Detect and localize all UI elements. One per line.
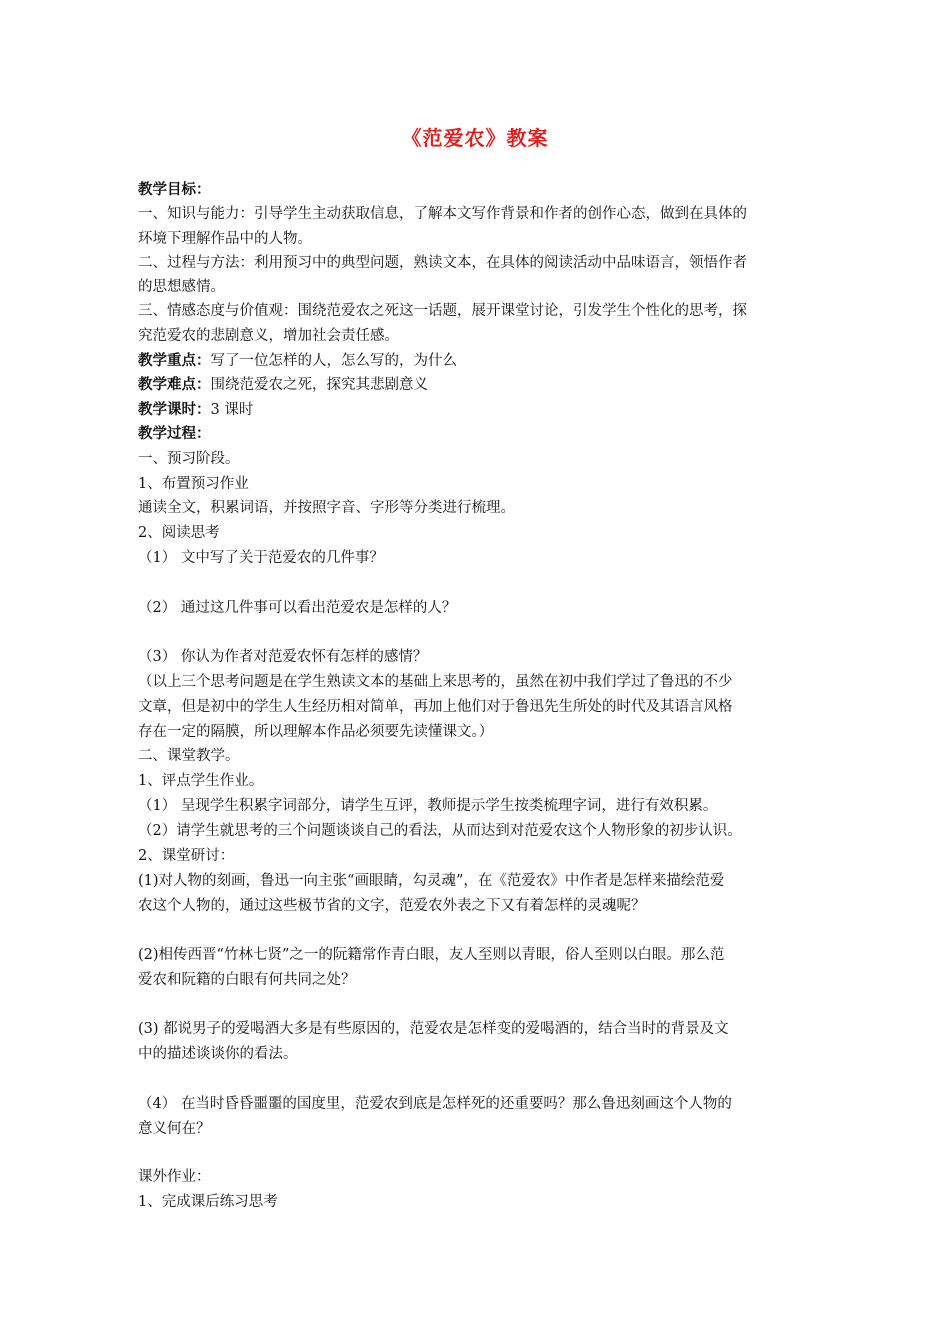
- key-point-label: 教学重点：: [138, 353, 211, 369]
- classroom-step-2: 2、课堂研讨：: [138, 848, 235, 864]
- research-2-line-1: (2)相传西晋“竹林七贤”之一的阮籍常作青白眼，友人至则以青眼，俗人至则以白眼。那么范: [138, 947, 725, 963]
- research-3-line-1: (3) 都说男子的爱喝酒大多是有些原因的，范爱农是怎样变的爱喝酒的，结合当时的背景及文: [138, 1021, 729, 1037]
- goal-1-line-2: 环境下理解作品中的人物。: [138, 231, 312, 247]
- question-2: （2） 通过这几件事可以看出范爱农是怎样的人？: [138, 600, 457, 616]
- research-1-line-1: (1)对人物的刻画，鲁迅一向主张“画眼睛，勾灵魂”，在《范爱农》中作者是怎样来描绘范爱: [138, 873, 725, 889]
- key-point: [138, 351, 828, 371]
- research-1-line-2: 农这个人物的，通过这些极节省的文字，范爱农外表之下又有着怎样的灵魂呢？: [138, 898, 646, 914]
- goal-2-line-1: 二、过程与方法：利用预习中的典型问题，熟读文本，在具体的阅读活动中品味语言，领悟作者: [138, 255, 747, 271]
- class-hours-text: 3 课时: [210, 402, 254, 418]
- goal-3-line-2: 究范爱农的悲剧意义，增加社会责任感。: [138, 328, 399, 344]
- goals-heading: 教学目标：: [138, 182, 211, 198]
- goal-3-line-1: 三、情感态度与价值观：围绕范爱农之死这一话题，展开课堂讨论，引发学生个性化的思考，探: [138, 303, 747, 319]
- section-classroom: 二、课堂教学。: [138, 748, 240, 764]
- research-3-line-2: 中的描述谈谈你的看法。: [138, 1046, 298, 1062]
- preview-step-1-text: 通读全文，积累词语，并按照字音、字形等分类进行梳理。: [138, 500, 515, 516]
- note-line-3: 存在一定的隔膜，所以理解本作品必须要先读懂课文。）: [138, 724, 494, 740]
- question-3: （3） 你认为作者对范爱农怀有怎样的感情？: [138, 649, 428, 665]
- research-2-line-2: 爱农和阮籍的白眼有何共同之处？: [138, 972, 356, 988]
- homework-item-1: 1、完成课后练习思考: [138, 1194, 278, 1210]
- homework-heading: 课外作业：: [138, 1169, 211, 1185]
- classroom-step-1: 1、评点学生作业。: [138, 773, 264, 789]
- research-4-line-1: （4） 在当时昏昏噩噩的国度里，范爱农到底是怎样死的还重要吗？那么鲁迅刻画这个人物的: [138, 1096, 732, 1112]
- classroom-item-2: （2）请学生就思考的三个问题谈谈自己的看法，从而达到对范爱农这个人物形象的初步认识。: [138, 823, 742, 839]
- difficulty-text: 围绕范爱农之死，探究其悲剧意义: [210, 377, 428, 393]
- class-hours: [138, 400, 828, 420]
- note-line-1: （以上三个思考问题是在学生熟读文本的基础上来思考的，虽然在初中我们学过了鲁迅的不少: [138, 674, 733, 690]
- class-hours-label: 教学课时：: [138, 402, 211, 418]
- question-1: （1） 文中写了关于范爱农的几件事？: [138, 550, 384, 566]
- preview-step-2: 2、阅读思考: [138, 525, 220, 541]
- goal-1-line-1: 一、知识与能力：引导学生主动获取信息，了解本文写作背景和作者的创作心态，做到在具体的: [138, 206, 747, 222]
- key-point-text: 写了一位怎样的人，怎么写的，为什么: [210, 353, 457, 369]
- note-line-2: 文章，但是初中的学生人生经历相对简单，再加上他们对于鲁迅先生所处的时代及其语言风格: [138, 699, 733, 715]
- difficulty: [138, 375, 828, 395]
- research-4-line-2: 意义何在？: [138, 1121, 211, 1137]
- difficulty-label: 教学难点：: [138, 377, 211, 393]
- classroom-item-1: （1） 呈现学生积累字词部分，请学生互评，教师提示学生按类梳理字词，进行有效积累。: [138, 798, 718, 814]
- process-heading: 教学过程：: [138, 426, 211, 442]
- document-title: 《范爱农》教案: [401, 126, 549, 150]
- section-preview: 一、预习阶段。: [138, 451, 240, 467]
- preview-step-1: 1、布置预习作业: [138, 476, 249, 492]
- goal-2-line-2: 的思想感情。: [138, 279, 225, 295]
